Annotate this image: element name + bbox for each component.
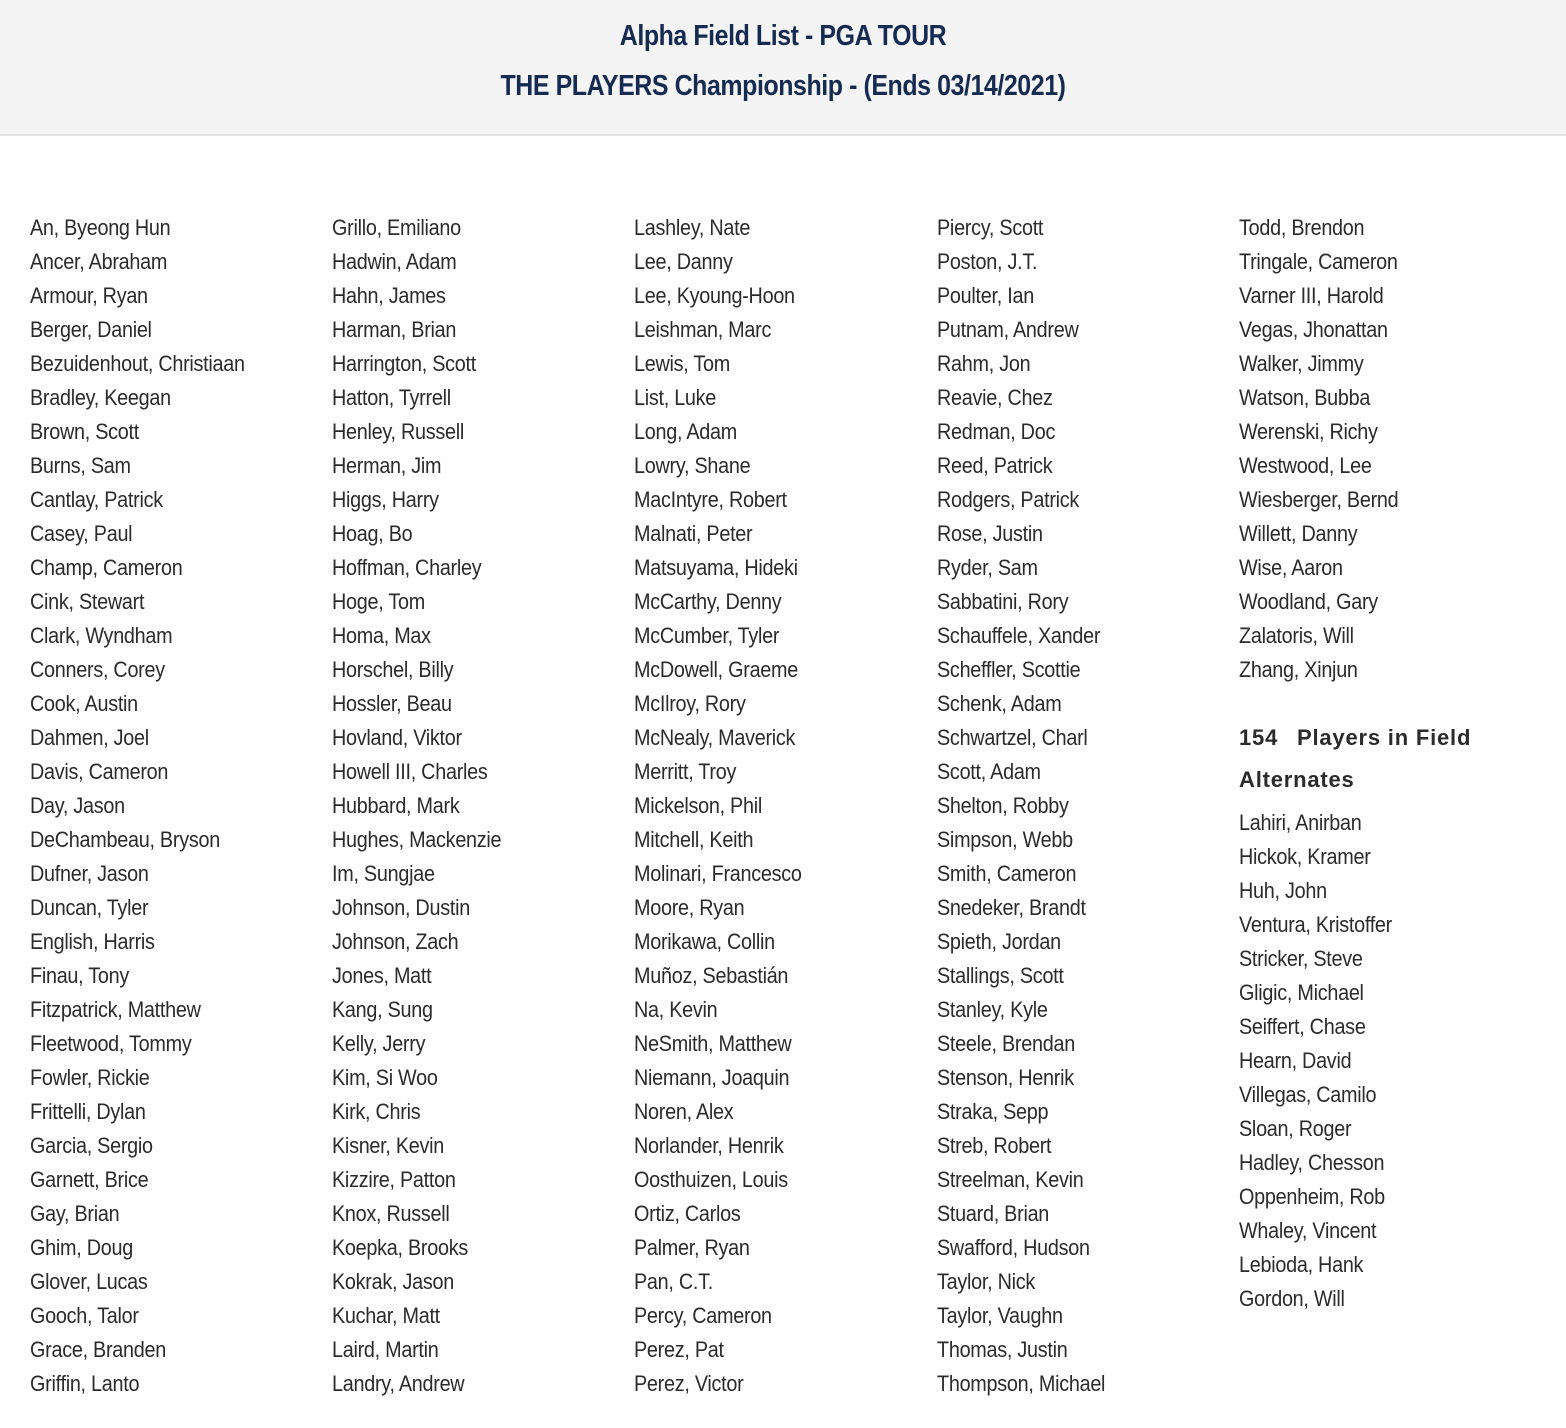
alternate-name: Villegas, Camilo xyxy=(1239,1082,1377,1107)
player-name: Kim, Si Woo xyxy=(332,1065,438,1090)
alternate-name: Huh, John xyxy=(1239,878,1327,903)
player-name: Harrington, Scott xyxy=(332,351,476,376)
players-count-label: Players in Field xyxy=(1297,725,1472,750)
player-name: Noren, Alex xyxy=(634,1099,734,1124)
player-name: Gay, Brian xyxy=(30,1201,120,1226)
player-name: Rodgers, Patrick xyxy=(937,487,1080,512)
player-name: Dahmen, Joel xyxy=(30,725,149,750)
player-name: Walker, Jimmy xyxy=(1239,351,1364,376)
player-name: Kokrak, Jason xyxy=(332,1269,454,1294)
player-name: Garcia, Sergio xyxy=(30,1133,153,1158)
player-name: Westwood, Lee xyxy=(1239,453,1372,478)
player-name: Stallings, Scott xyxy=(937,963,1064,988)
alternate-name: Seiffert, Chase xyxy=(1239,1014,1366,1039)
player-name: Hughes, Mackenzie xyxy=(332,827,502,852)
player-name: Smith, Cameron xyxy=(937,861,1077,886)
player-name: Schenk, Adam xyxy=(937,691,1062,716)
player-name: Streelman, Kevin xyxy=(937,1167,1084,1192)
player-name: Griffin, Lanto xyxy=(30,1371,140,1396)
player-name: Gooch, Talor xyxy=(30,1303,139,1328)
player-name: Schwartzel, Charl xyxy=(937,725,1088,750)
player-name: Herman, Jim xyxy=(332,453,442,478)
alternate-name: Gordon, Will xyxy=(1239,1286,1345,1311)
player-name: Varner III, Harold xyxy=(1239,283,1384,308)
player-name: Reavie, Chez xyxy=(937,385,1053,410)
player-name: List, Luke xyxy=(634,385,717,410)
player-name: Rose, Justin xyxy=(937,521,1043,546)
player-name: Oosthuizen, Louis xyxy=(634,1167,788,1192)
player-name: Thomas, Justin xyxy=(937,1337,1068,1362)
player-name: Snedeker, Brandt xyxy=(937,895,1086,920)
player-name: Fleetwood, Tommy xyxy=(30,1031,192,1056)
page-header xyxy=(0,0,1566,136)
player-name: Hoffman, Charley xyxy=(332,555,482,580)
player-name: Lee, Kyoung-Hoon xyxy=(634,283,795,308)
player-name: Taylor, Vaughn xyxy=(937,1303,1063,1328)
alternate-name: Hickok, Kramer xyxy=(1239,844,1371,869)
player-name: Vegas, Jhonattan xyxy=(1239,317,1388,342)
player-name: Finau, Tony xyxy=(30,963,130,988)
player-name: McIlroy, Rory xyxy=(634,691,746,716)
player-name: Day, Jason xyxy=(30,793,125,818)
player-name: Hoag, Bo xyxy=(332,521,413,546)
player-name: Cantlay, Patrick xyxy=(30,487,163,512)
player-name: Na, Kevin xyxy=(634,997,718,1022)
player-name: Davis, Cameron xyxy=(30,759,169,784)
player-name: Lowry, Shane xyxy=(634,453,751,478)
player-name: Landry, Andrew xyxy=(332,1371,465,1396)
player-name: Wise, Aaron xyxy=(1239,555,1343,580)
players-count: 154 xyxy=(1239,725,1279,750)
alternate-name: Stricker, Steve xyxy=(1239,946,1363,971)
player-column-1 xyxy=(30,211,269,1401)
player-name: English, Harris xyxy=(30,929,155,954)
player-name: Hoge, Tom xyxy=(332,589,425,614)
player-name: Clark, Wyndham xyxy=(30,623,173,648)
player-name: Merritt, Troy xyxy=(634,759,737,784)
player-name: Stuard, Brian xyxy=(937,1201,1050,1226)
player-name: Conners, Corey xyxy=(30,657,165,682)
player-name: Horschel, Billy xyxy=(332,657,454,682)
player-name: Laird, Martin xyxy=(332,1337,439,1362)
player-name: Sabbatini, Rory xyxy=(937,589,1069,614)
player-name: Grace, Branden xyxy=(30,1337,167,1362)
player-name: Schauffele, Xander xyxy=(937,623,1101,648)
alternate-name: Oppenheim, Rob xyxy=(1239,1184,1385,1209)
player-name: Koepka, Brooks xyxy=(332,1235,469,1260)
player-name: Norlander, Henrik xyxy=(634,1133,784,1158)
player-name: Zalatoris, Will xyxy=(1239,623,1354,648)
player-name: McNealy, Maverick xyxy=(634,725,796,750)
player-name: Poulter, Ian xyxy=(937,283,1034,308)
player-name: Redman, Doc xyxy=(937,419,1056,444)
player-name: Hubbard, Mark xyxy=(332,793,460,818)
player-name: Lewis, Tom xyxy=(634,351,730,376)
player-name: DeChambeau, Bryson xyxy=(30,827,220,852)
player-column-4 xyxy=(937,211,1124,1401)
player-name: Stenson, Henrik xyxy=(937,1065,1074,1090)
player-column-5 xyxy=(1239,211,1416,687)
player-name: Straka, Sepp xyxy=(937,1099,1049,1124)
player-name: Kirk, Chris xyxy=(332,1099,421,1124)
player-name: Wiesberger, Bernd xyxy=(1239,487,1399,512)
player-name: Harman, Brian xyxy=(332,317,457,342)
player-name: McDowell, Graeme xyxy=(634,657,799,682)
player-name: Howell III, Charles xyxy=(332,759,488,784)
player-name: Kuchar, Matt xyxy=(332,1303,440,1328)
alternates-list xyxy=(1239,806,1409,1316)
player-name: Casey, Paul xyxy=(30,521,133,546)
player-name: Armour, Ryan xyxy=(30,283,148,308)
player-name: Hatton, Tyrrell xyxy=(332,385,451,410)
player-name: Morikawa, Collin xyxy=(634,929,775,954)
player-name: Molinari, Francesco xyxy=(634,861,802,886)
player-name: Muñoz, Sebastián xyxy=(634,963,789,988)
alternate-name: Hadley, Chesson xyxy=(1239,1150,1385,1175)
page-title: Alpha Field List - PGA TOUR xyxy=(619,20,947,52)
player-name: Malnati, Peter xyxy=(634,521,753,546)
player-name: NeSmith, Matthew xyxy=(634,1031,792,1056)
alternate-name: Gligic, Michael xyxy=(1239,980,1364,1005)
alternate-name: Lebioda, Hank xyxy=(1239,1252,1364,1277)
player-name: Niemann, Joaquin xyxy=(634,1065,790,1090)
player-name: MacIntyre, Robert xyxy=(634,487,787,512)
player-name: Woodland, Gary xyxy=(1239,589,1378,614)
player-name: Berger, Daniel xyxy=(30,317,152,342)
player-name: Leishman, Marc xyxy=(634,317,772,342)
player-name: Poston, J.T. xyxy=(937,249,1038,274)
player-name: Rahm, Jon xyxy=(937,351,1031,376)
player-name: Todd, Brendon xyxy=(1239,215,1365,240)
player-name: Kisner, Kevin xyxy=(332,1133,445,1158)
player-name: Spieth, Jordan xyxy=(937,929,1061,954)
player-name: Swafford, Hudson xyxy=(937,1235,1090,1260)
player-name: Burns, Sam xyxy=(30,453,131,478)
player-name: Duncan, Tyler xyxy=(30,895,149,920)
player-name: Ryder, Sam xyxy=(937,555,1038,580)
player-name: Lee, Danny xyxy=(634,249,733,274)
player-name: Brown, Scott xyxy=(30,419,140,444)
player-name: Watson, Bubba xyxy=(1239,385,1371,410)
player-name: Kang, Sung xyxy=(332,997,433,1022)
player-name: Tringale, Cameron xyxy=(1239,249,1398,274)
player-name: Perez, Victor xyxy=(634,1371,744,1396)
player-name: Hahn, James xyxy=(332,283,446,308)
player-name: Im, Sungjae xyxy=(332,861,435,886)
player-name: Mitchell, Keith xyxy=(634,827,754,852)
alternate-name: Sloan, Roger xyxy=(1239,1116,1352,1141)
player-name: Cink, Stewart xyxy=(30,589,145,614)
alternate-name: Hearn, David xyxy=(1239,1048,1352,1073)
player-name: Zhang, Xinjun xyxy=(1239,657,1358,682)
player-name: Matsuyama, Hideki xyxy=(634,555,798,580)
player-name: Champ, Cameron xyxy=(30,555,183,580)
player-name: Frittelli, Dylan xyxy=(30,1099,146,1124)
player-name: Bezuidenhout, Christiaan xyxy=(30,351,245,376)
player-name: Lashley, Nate xyxy=(634,215,751,240)
player-name: Werenski, Richy xyxy=(1239,419,1378,444)
players-in-field-summary xyxy=(1239,721,1471,755)
player-name: Knox, Russell xyxy=(332,1201,450,1226)
player-name: Simpson, Webb xyxy=(937,827,1073,852)
player-column-3 xyxy=(634,211,820,1401)
alternate-name: Lahiri, Anirban xyxy=(1239,810,1362,835)
player-name: Ortiz, Carlos xyxy=(634,1201,741,1226)
player-name: Bradley, Keegan xyxy=(30,385,171,410)
tournament-subtitle: THE PLAYERS Championship - (Ends 03/14/2021) xyxy=(500,70,1066,102)
player-name: Fowler, Rickie xyxy=(30,1065,150,1090)
player-name: Homa, Max xyxy=(332,623,431,648)
player-name: McCarthy, Denny xyxy=(634,589,782,614)
player-name: Putnam, Andrew xyxy=(937,317,1079,342)
player-name: Higgs, Harry xyxy=(332,487,439,512)
alternate-name: Ventura, Kristoffer xyxy=(1239,912,1392,937)
player-name: Thompson, Michael xyxy=(937,1371,1106,1396)
player-name: Kizzire, Patton xyxy=(332,1167,456,1192)
player-name: Hossler, Beau xyxy=(332,691,452,716)
player-name: Stanley, Kyle xyxy=(937,997,1048,1022)
player-name: Willett, Danny xyxy=(1239,521,1358,546)
player-name: Glover, Lucas xyxy=(30,1269,148,1294)
player-name: Hovland, Viktor xyxy=(332,725,462,750)
player-name: McCumber, Tyler xyxy=(634,623,780,648)
player-name: Scott, Adam xyxy=(937,759,1041,784)
player-name: Scheffler, Scottie xyxy=(937,657,1081,682)
player-name: Reed, Patrick xyxy=(937,453,1053,478)
player-name: Garnett, Brice xyxy=(30,1167,149,1192)
player-name: Mickelson, Phil xyxy=(634,793,762,818)
player-name: Long, Adam xyxy=(634,419,737,444)
alternates-heading: Alternates xyxy=(1239,767,1355,792)
player-name: Hadwin, Adam xyxy=(332,249,457,274)
player-name: Ghim, Doug xyxy=(30,1235,133,1260)
player-name: Shelton, Robby xyxy=(937,793,1069,818)
player-name: Henley, Russell xyxy=(332,419,465,444)
player-column-2 xyxy=(332,211,520,1401)
player-name: An, Byeong Hun xyxy=(30,215,171,240)
alternate-name: Whaley, Vincent xyxy=(1239,1218,1377,1243)
player-name: Johnson, Dustin xyxy=(332,895,470,920)
player-name: Taylor, Nick xyxy=(937,1269,1035,1294)
player-name: Grillo, Emiliano xyxy=(332,215,461,240)
player-name: Pan, C.T. xyxy=(634,1269,714,1294)
player-name: Piercy, Scott xyxy=(937,215,1044,240)
player-name: Jones, Matt xyxy=(332,963,432,988)
player-name: Cook, Austin xyxy=(30,691,138,716)
player-name: Percy, Cameron xyxy=(634,1303,772,1328)
player-name: Fitzpatrick, Matthew xyxy=(30,997,201,1022)
player-name: Steele, Brendan xyxy=(937,1031,1075,1056)
player-name: Ancer, Abraham xyxy=(30,249,168,274)
player-name: Kelly, Jerry xyxy=(332,1031,426,1056)
player-name: Moore, Ryan xyxy=(634,895,745,920)
player-name: Perez, Pat xyxy=(634,1337,724,1362)
player-name: Dufner, Jason xyxy=(30,861,149,886)
player-name: Johnson, Zach xyxy=(332,929,459,954)
player-name: Palmer, Ryan xyxy=(634,1235,750,1260)
player-name: Streb, Robert xyxy=(937,1133,1052,1158)
